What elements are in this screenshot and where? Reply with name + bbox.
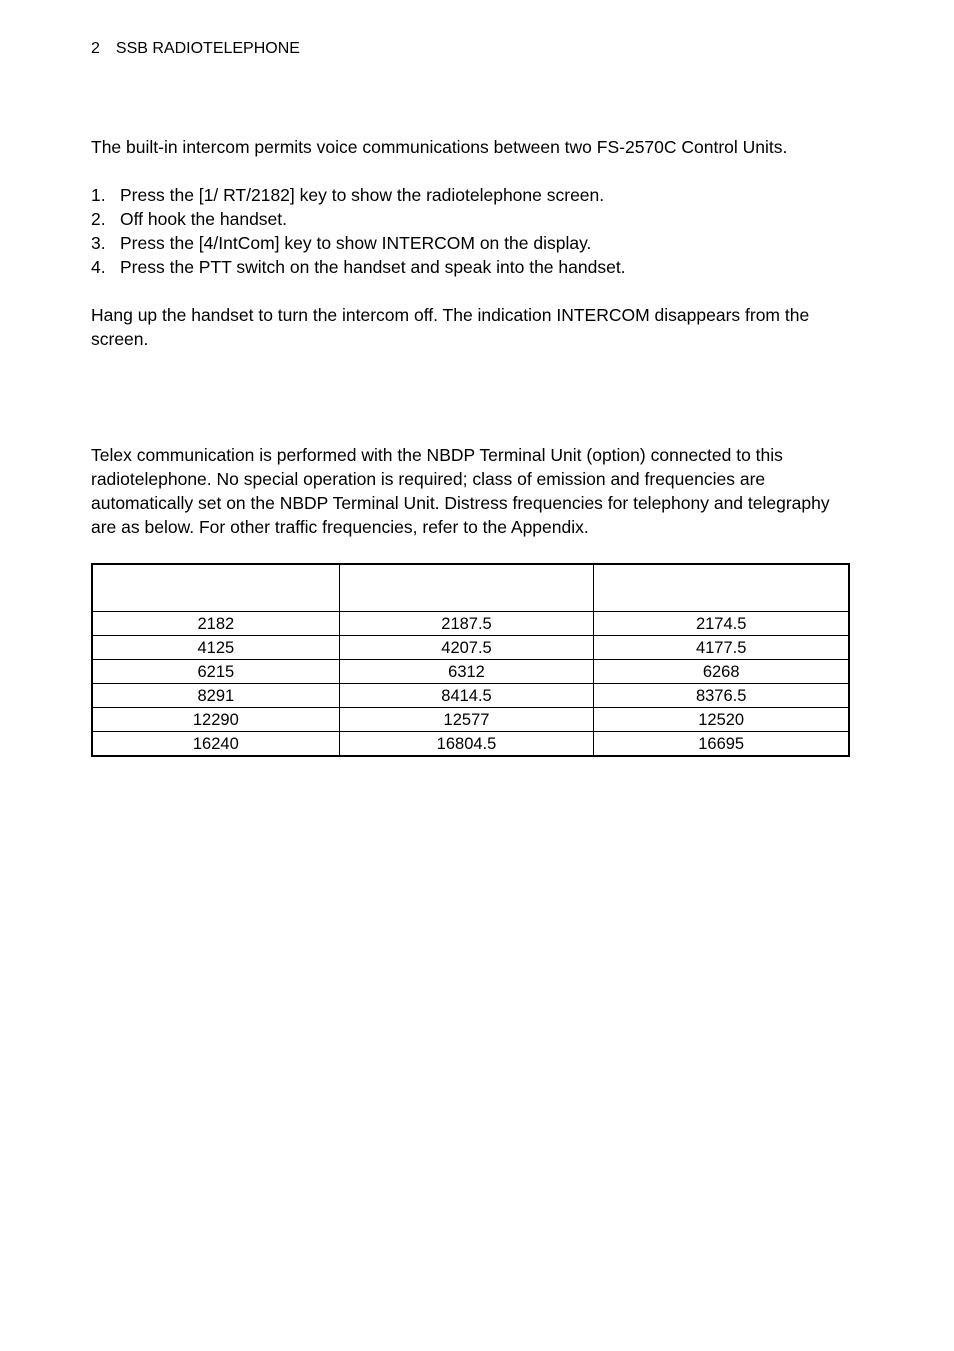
table-cell: 8376.5 — [594, 684, 849, 708]
table-cell: 4207.5 — [339, 636, 594, 660]
table-cell: 6215 — [92, 660, 339, 684]
intercom-steps-list — [91, 183, 831, 279]
table-cell: 12520 — [594, 708, 849, 732]
table-cell: 2182 — [92, 612, 339, 636]
table-cell: 2174.5 — [594, 612, 849, 636]
telex-paragraph: Telex communication is performed with the NBDP Terminal Unit (option) connected to this radiotelephone. No special operation is required; class of emission and frequencies are automatically set on the NBDP Terminal Unit. Distress frequencies for telephony and telegraphy are as below. For other traffic frequencies, refer to the Appendix. — [91, 445, 830, 537]
table-cell: 2187.5 — [339, 612, 594, 636]
step-number: 1. — [91, 185, 106, 205]
table-row — [92, 708, 849, 732]
table-cell: 8414.5 — [339, 684, 594, 708]
table-cell: 4125 — [92, 636, 339, 660]
table-header-cell — [339, 564, 594, 612]
intercom-intro-paragraph: The built-in intercom permits voice communications between two FS-2570C Control Units. — [91, 137, 788, 157]
table-cell: 6268 — [594, 660, 849, 684]
step-number: 2. — [91, 209, 106, 229]
step-text: Press the PTT switch on the handset and speak into the handset. — [120, 257, 626, 277]
table-header-row — [92, 564, 849, 612]
table-cell: 12290 — [92, 708, 339, 732]
section-title: SSB RADIOTELEPHONE — [115, 40, 300, 57]
table-cell: 8291 — [92, 684, 339, 708]
step-text: Press the [1/ RT/2182] key to show the radiotelephone screen. — [120, 185, 605, 205]
table-cell: 6312 — [339, 660, 594, 684]
table-cell: 16804.5 — [339, 732, 594, 757]
table-row — [92, 612, 849, 636]
table-cell: 16240 — [92, 732, 339, 757]
list-item — [91, 255, 831, 279]
table-header-cell — [594, 564, 849, 612]
step-text: Off hook the handset. — [120, 209, 288, 229]
table-row — [92, 732, 849, 757]
step-number: 3. — [91, 233, 106, 253]
list-item — [91, 207, 831, 231]
intercom-hangup-paragraph: Hang up the handset to turn the intercom off. The indication INTERCOM disappears from the screen. — [91, 305, 810, 349]
step-number: 4. — [91, 257, 106, 277]
table-header-cell — [92, 564, 339, 612]
table-row — [92, 660, 849, 684]
step-text: Press the [4/IntCom] key to show INTERCOM on the display. — [120, 233, 592, 253]
table-cell: 16695 — [594, 732, 849, 757]
table-row — [92, 684, 849, 708]
page-header — [91, 40, 300, 58]
table-cell: 4177.5 — [594, 636, 849, 660]
list-item — [91, 183, 831, 207]
table-row — [92, 636, 849, 660]
table-cell: 12577 — [339, 708, 594, 732]
distress-frequency-table — [91, 563, 850, 757]
page-number: 2 — [91, 40, 100, 57]
list-item — [91, 231, 831, 255]
